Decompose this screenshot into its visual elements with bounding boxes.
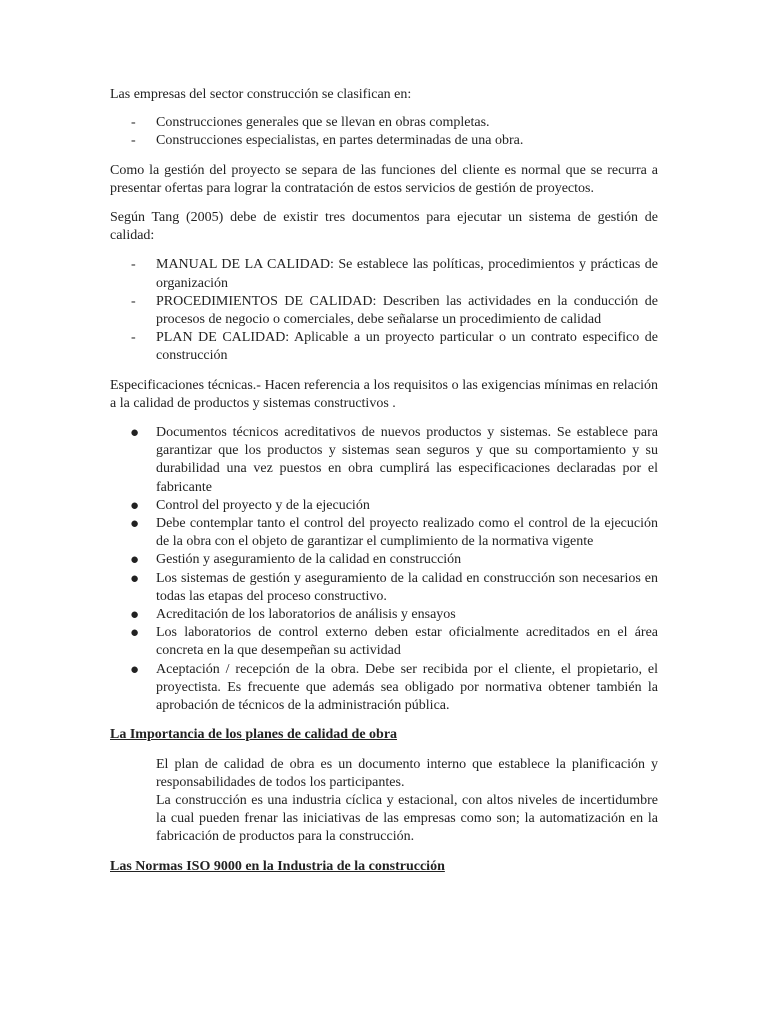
tang-paragraph: Según Tang (2005) debe de existir tres documentos para ejecutar un sistema de gestión de calidad: bbox=[110, 210, 658, 244]
dash-marker: - bbox=[131, 133, 136, 149]
list-item: - PLAN DE CALIDAD: Aplicable a un proyecto particular o un contrato especifico de construcción bbox=[131, 330, 658, 364]
quality-documents-list bbox=[110, 256, 658, 365]
heading-importance: La Importancia de los planes de calidad de obra bbox=[110, 727, 398, 743]
bullet-icon: ● bbox=[130, 661, 140, 678]
list-item: - Construcciones especialistas, en partes determinadas de una obra. bbox=[110, 132, 658, 150]
dash-marker: - bbox=[131, 330, 136, 346]
importance-paragraph: La construcción es una industria cíclica y estacional, con altos niveles de incertidumbre la cual pueden frenar las iniciativas de las empresas como son; la automatización en la fabricación de productos para la construcción. bbox=[156, 792, 658, 845]
list-item: ● Gestión y aseguramiento de la calidad en construcción bbox=[130, 552, 462, 569]
dash-marker: - bbox=[131, 257, 136, 273]
list-item: ● Los laboratorios de control externo deben estar oficialmente acreditados en el área concreta en la que desempeñan su actividad bbox=[130, 625, 658, 659]
bullet-icon: ● bbox=[130, 425, 140, 442]
list-item: ● Control del proyecto y de la ejecución bbox=[130, 497, 370, 514]
bullet-icon: ● bbox=[130, 607, 140, 624]
bullet-icon: ● bbox=[130, 497, 140, 514]
management-paragraph: Como la gestión del proyecto se separa de las funciones del cliente es normal que se recurra a presentar ofertas para lograr la contratación de estos servicios de gestión de proyectos. bbox=[110, 162, 658, 196]
importance-paragraph: El plan de calidad de obra es un documento interno que establece la planificación y responsabilidades de todos los participantes. bbox=[156, 756, 658, 790]
importance-section bbox=[110, 756, 658, 847]
list-item: ● Acreditación de los laboratorios de análisis y ensayos bbox=[130, 607, 456, 624]
heading-iso: Las Normas ISO 9000 en la Industria de la construcción bbox=[110, 858, 445, 874]
construction-types-list bbox=[110, 114, 658, 150]
bullet-icon: ● bbox=[130, 516, 140, 533]
dash-marker: - bbox=[131, 293, 136, 309]
list-item: - PROCEDIMIENTOS DE CALIDAD: Describen las actividades en la conducción de procesos de negocio o comerciales, debe señalarse un procedimiento de calidad bbox=[131, 293, 658, 328]
bullet-icon: ● bbox=[130, 552, 140, 569]
specifications-paragraph: Especificaciones técnicas.- Hacen referencia a los requisitos o las exigencias mínimas en relación a la calidad de productos y sistemas constructivos . bbox=[110, 377, 658, 411]
list-item: - Construcciones generales que se llevan en obras completas. bbox=[110, 114, 658, 132]
list-item: ● Aceptación / recepción de la obra. Debe ser recibida por el cliente, el propietario, el proyectista. Es frecuente que además sea obligado por normativa obtener también la aprobación de técnicos de la administración pública. bbox=[130, 661, 658, 714]
dash-marker: - bbox=[131, 115, 136, 131]
list-item: ● Documentos técnicos acreditativos de nuevos productos y sistemas. Se establece para garantizar que los productos y sistemas sean seguros y que su comportamiento y su durabilidad una vez puestos en obra cumplirá las especificaciones declaradas por el fabricante bbox=[130, 425, 658, 495]
list-item: ● Los sistemas de gestión y aseguramiento de la calidad en construcción son necesarios en todas las etapas del proceso constructivo. bbox=[130, 570, 658, 604]
specifications-list bbox=[110, 424, 658, 715]
intro-paragraph: Las empresas del sector construcción se clasifican en: bbox=[110, 87, 412, 102]
list-item: - MANUAL DE LA CALIDAD: Se establece las políticas, procedimientos y prácticas de organización bbox=[131, 257, 658, 291]
bullet-icon: ● bbox=[130, 625, 140, 642]
document-body bbox=[110, 86, 658, 876]
bullet-icon: ● bbox=[130, 570, 140, 587]
list-item: ● Debe contemplar tanto el control del proyecto realizado como el control de la ejecución de la obra con el objeto de garantizar el cumplimiento de la normativa vigente bbox=[130, 516, 658, 550]
